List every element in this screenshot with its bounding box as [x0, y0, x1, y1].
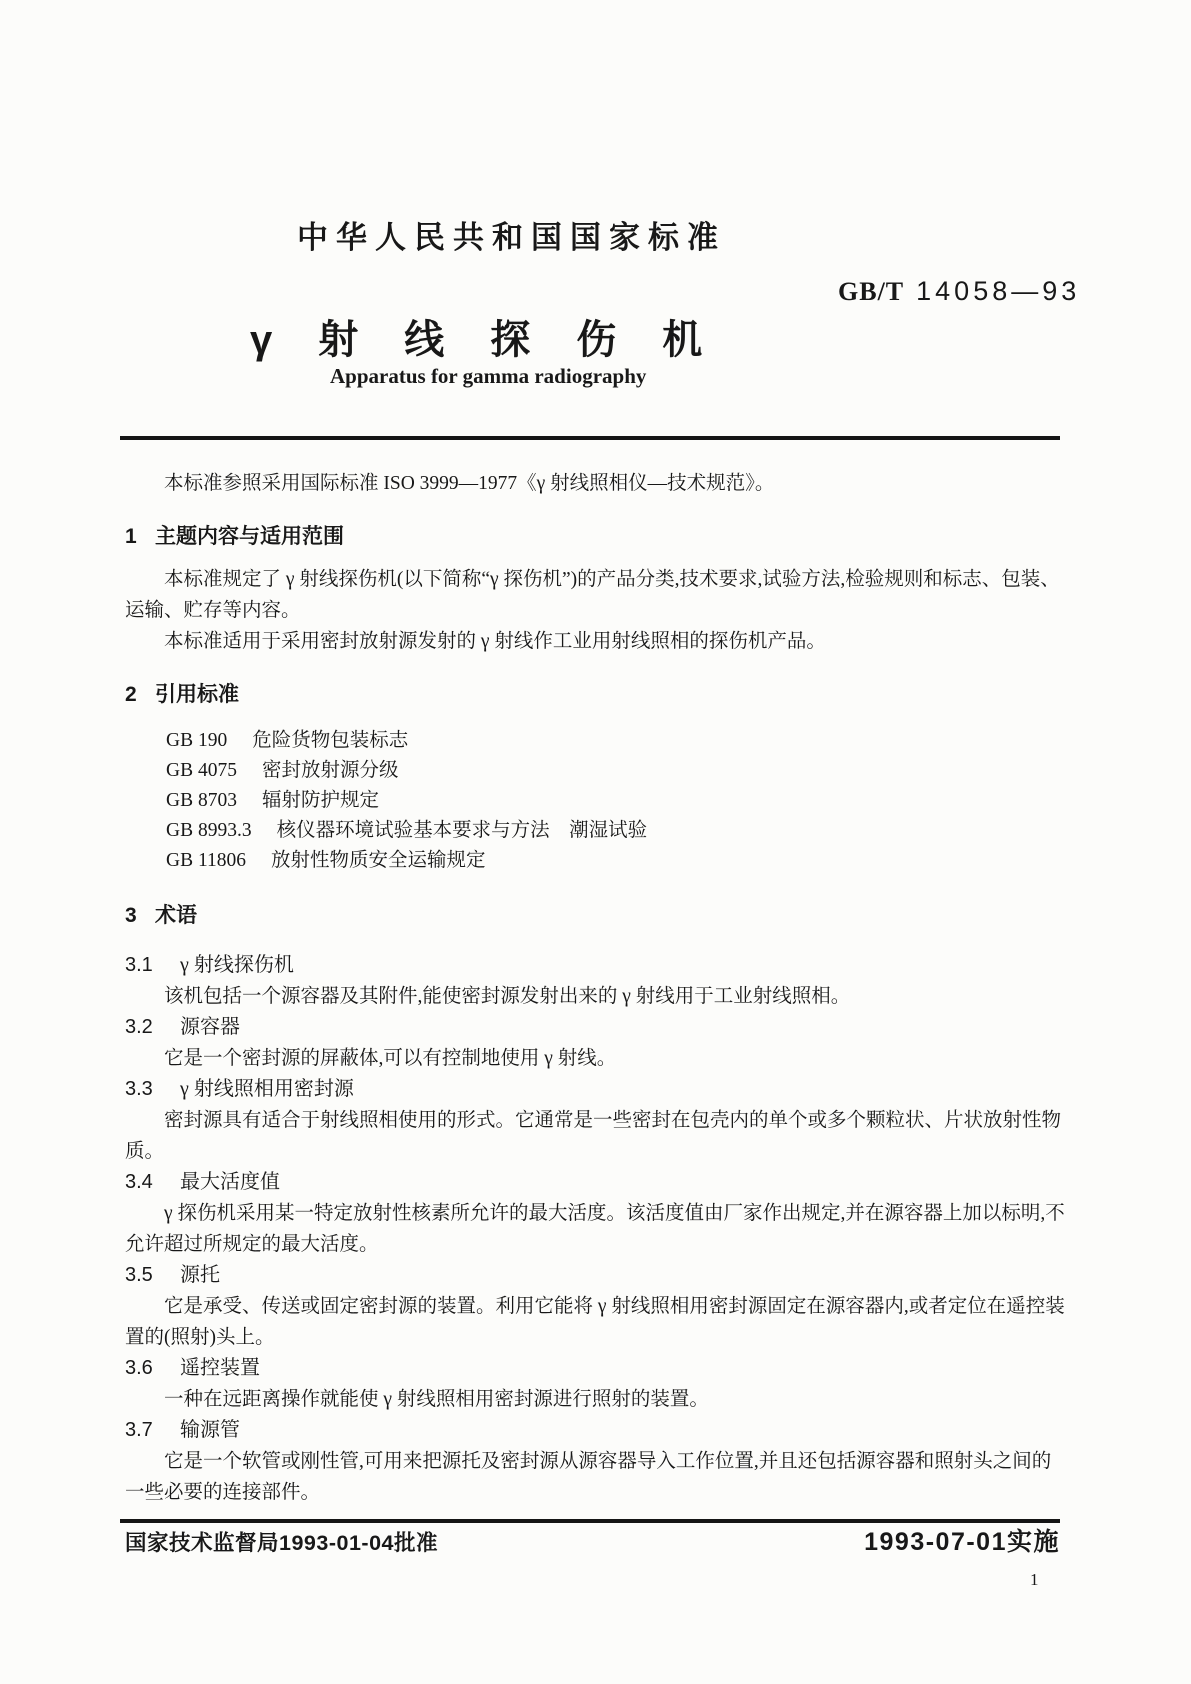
- document-title-english: Apparatus for gamma radiography: [330, 364, 647, 388]
- term-heading: [125, 1074, 1065, 1105]
- term-number: 3.6: [125, 1357, 153, 1379]
- reference-code: GB 4075: [166, 760, 237, 781]
- reference-title: 危险货物包装标志: [252, 730, 409, 751]
- term-definition: 密封源具有适合于射线照相使用的形式。它通常是一些密封在包壳内的单个或多个颗粒状、片状放射性物质。: [125, 1110, 1062, 1162]
- reference-code: GB 8703: [166, 790, 237, 811]
- reference-item: [166, 786, 1065, 816]
- terms-list: [125, 950, 1065, 1508]
- term-number: 3.5: [125, 1264, 153, 1286]
- reference-title: 核仪器环境试验基本要求与方法 潮湿试验: [276, 820, 648, 841]
- term-heading: [125, 1260, 1065, 1291]
- term-definition: 它是一个软管或刚性管,可用来把源托及密封源从源容器导入工作位置,并且还包括源容器和照射头之间的一些必要的连接部件。: [125, 1451, 1052, 1503]
- standard-code-number: 14058—93: [916, 276, 1081, 306]
- term-number: 3.2: [125, 1016, 153, 1038]
- document-title-chinese: γ射线探伤机: [250, 318, 749, 362]
- reference-item: [166, 816, 1065, 846]
- section-2-heading: [125, 679, 1065, 710]
- section-1-heading: [125, 521, 1065, 552]
- term-number: 3.3: [125, 1078, 153, 1100]
- standard-label: 中华人民共和国国家标准: [297, 220, 726, 255]
- reference-code: GB 8993.3: [166, 820, 252, 841]
- section-1-paragraph: 本标准规定了 γ 射线探伤机(以下简称“γ 探伤机”)的产品分类,技术要求,试验方法,检验规则和标志、包装、运输、贮存等内容。: [125, 569, 1060, 621]
- term-number: 3.7: [125, 1419, 153, 1441]
- reference-code: GB 190: [166, 730, 228, 751]
- reference-item: [166, 756, 1065, 786]
- reference-code: GB 11806: [166, 850, 246, 871]
- standard-code-prefix: GB/T: [838, 277, 905, 306]
- reference-list: [166, 726, 1065, 876]
- term-heading: [125, 1415, 1065, 1446]
- term-name: γ 射线照相用密封源: [180, 1078, 354, 1100]
- section-3-number: 3: [125, 904, 137, 927]
- reference-title: 密封放射源分级: [261, 760, 399, 781]
- section-1-number: 1: [125, 525, 137, 548]
- term-definition: 一种在远距离操作就能使 γ 射线照相用密封源进行照射的装置。: [164, 1389, 709, 1410]
- intro-paragraph: 本标准参照采用国际标准 ISO 3999—1977《γ 射线照相仪—技术规范》。: [164, 473, 775, 494]
- term-name: γ 射线探伤机: [180, 954, 294, 976]
- document-body: [125, 460, 1065, 1508]
- footer: [125, 1527, 1060, 1558]
- term-name: 输源管: [180, 1419, 240, 1441]
- term-definition: 它是一个密封源的屏蔽体,可以有控制地使用 γ 射线。: [164, 1048, 617, 1069]
- term-name: 最大活度值: [180, 1171, 280, 1193]
- term-definition: 它是承受、传送或固定密封源的装置。利用它能将 γ 射线照相用密封源固定在源容器内,或者定位在遥控装置的(照射)头上。: [125, 1296, 1065, 1348]
- term-heading: [125, 1012, 1065, 1043]
- term-heading: [125, 950, 1065, 981]
- term-heading: [125, 1353, 1065, 1384]
- section-3-heading: [125, 900, 1065, 931]
- page-number: 1: [1030, 1570, 1039, 1589]
- footer-divider: [120, 1519, 1060, 1523]
- reference-item: [166, 726, 1065, 756]
- implementation-date: 1993-07-01实施: [864, 1528, 1060, 1556]
- section-1-paragraph: 本标准适用于采用密封放射源发射的 γ 射线作工业用射线照相的探伤机产品。: [164, 631, 826, 652]
- term-name: 源托: [180, 1264, 220, 1286]
- term-definition: 该机包括一个源容器及其附件,能使密封源发射出来的 γ 射线用于工业射线照相。: [164, 986, 851, 1007]
- term-definition: γ 探伤机采用某一特定放射性核素所允许的最大活度。该活度值由厂家作出规定,并在源容器上加以标明,不允许超过所规定的最大活度。: [125, 1203, 1065, 1255]
- reference-item: [166, 846, 1065, 876]
- approval-statement: 国家技术监督局1993-01-04批准: [125, 1531, 438, 1555]
- section-2-title: 引用标准: [155, 683, 239, 706]
- standard-code: [838, 276, 1080, 307]
- term-name: 源容器: [180, 1016, 240, 1038]
- header-divider: [120, 436, 1060, 440]
- section-3-title: 术语: [155, 904, 197, 927]
- section-2-number: 2: [125, 683, 137, 706]
- term-number: 3.1: [125, 954, 153, 976]
- term-name: 遥控装置: [180, 1357, 260, 1379]
- reference-title: 辐射防护规定: [261, 790, 379, 811]
- term-heading: [125, 1167, 1065, 1198]
- reference-title: 放射性物质安全运输规定: [271, 850, 486, 871]
- term-number: 3.4: [125, 1171, 153, 1193]
- section-1-title: 主题内容与适用范围: [155, 525, 344, 548]
